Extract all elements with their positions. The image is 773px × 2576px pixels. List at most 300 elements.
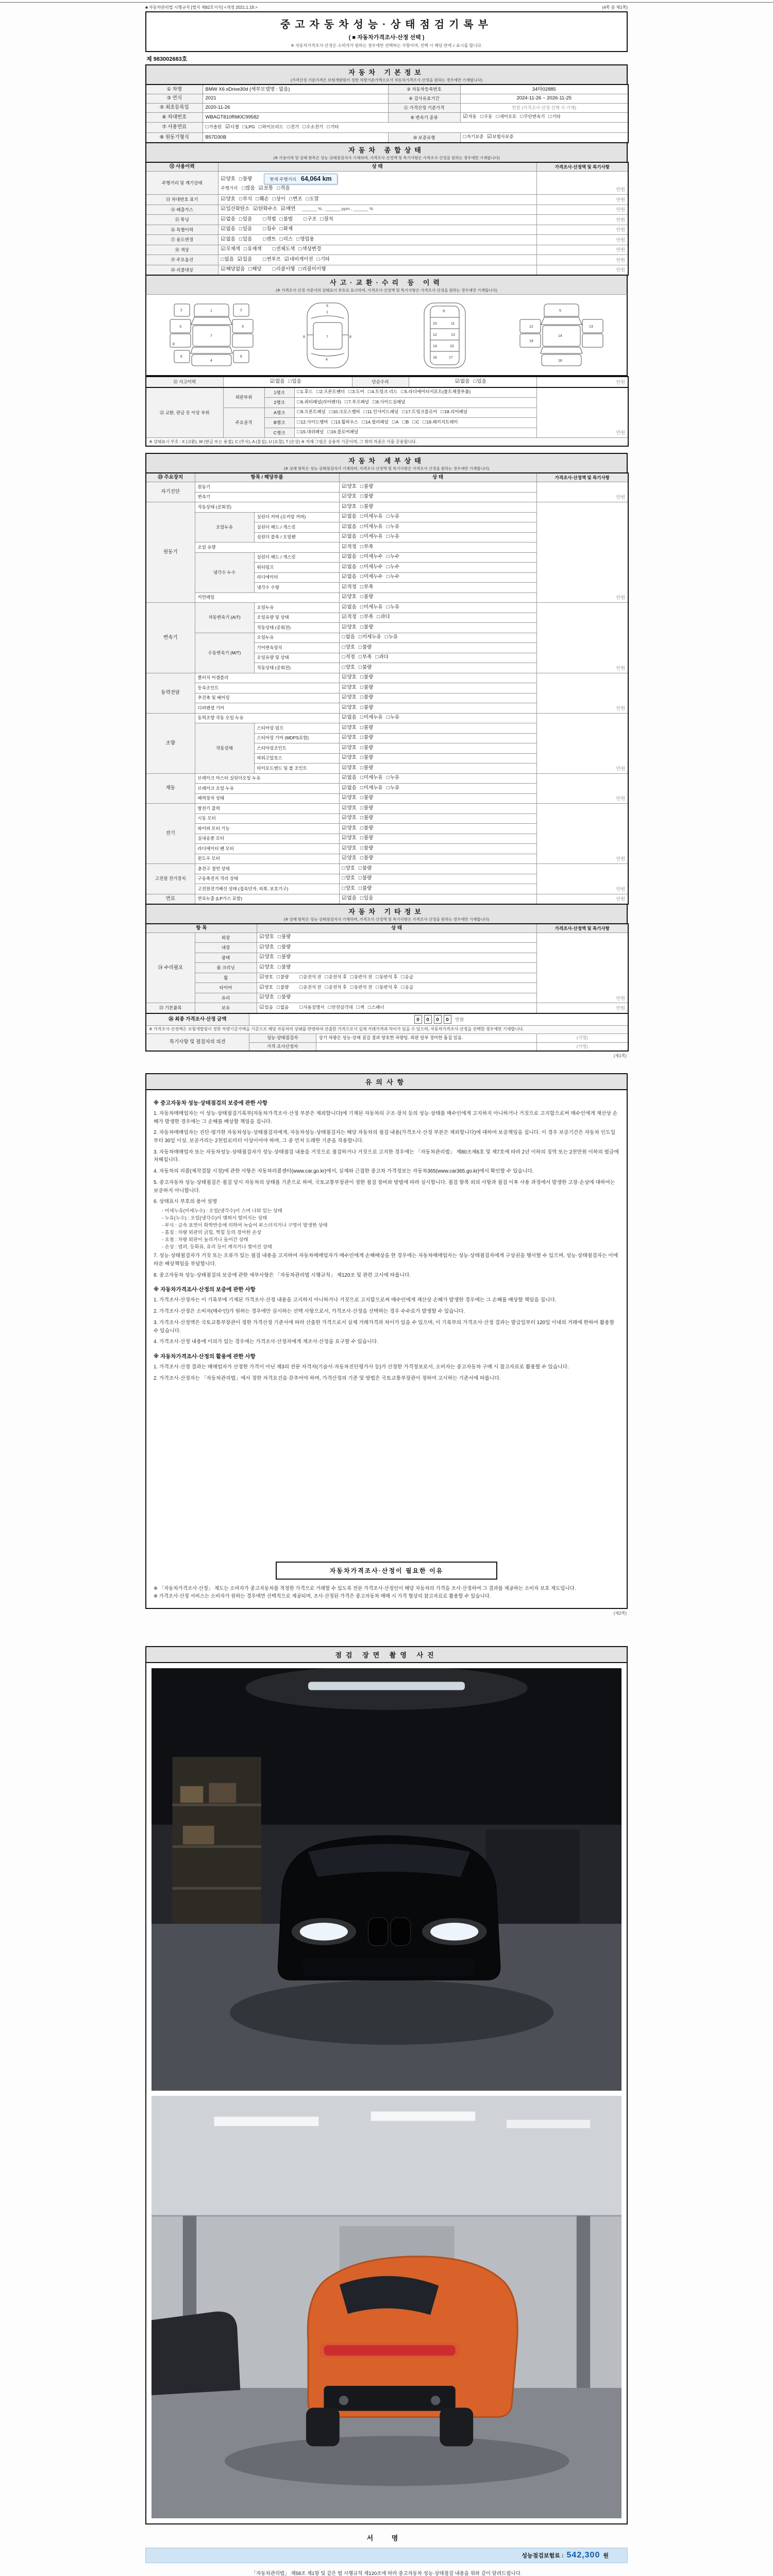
checkbox-unchecked-icon[interactable]: □ <box>360 564 363 570</box>
checkbox-option[interactable] <box>402 409 437 416</box>
checkbox-unchecked-icon[interactable]: □ <box>376 974 379 980</box>
checkbox-unchecked-icon[interactable]: □ <box>316 389 320 395</box>
checkbox-option[interactable] <box>455 379 469 385</box>
checkbox-option[interactable] <box>325 974 347 981</box>
checkbox-unchecked-icon[interactable]: □ <box>272 196 276 202</box>
checkbox-option[interactable] <box>386 785 399 792</box>
checkbox-option[interactable] <box>342 805 357 812</box>
checkbox-option[interactable] <box>299 1005 324 1011</box>
checkbox-option[interactable] <box>360 895 373 902</box>
checkbox-option[interactable] <box>360 785 383 792</box>
checkbox-unchecked-icon[interactable]: □ <box>402 419 406 425</box>
checkbox-checked-icon[interactable]: ☑ <box>221 266 226 273</box>
checkbox-checked-icon[interactable]: ☑ <box>342 584 347 590</box>
checkbox-option[interactable] <box>360 674 373 681</box>
checkbox-unchecked-icon[interactable]: □ <box>277 954 281 960</box>
checkbox-unchecked-icon[interactable]: □ <box>360 574 363 580</box>
checkbox-unchecked-icon[interactable]: □ <box>327 124 330 130</box>
checkbox-checked-icon[interactable]: ☑ <box>221 196 226 202</box>
checkbox-checked-icon[interactable]: ☑ <box>342 594 347 600</box>
checkbox-unchecked-icon[interactable]: □ <box>242 185 245 192</box>
checkbox-option[interactable] <box>496 114 516 121</box>
checkbox-option[interactable] <box>328 1005 353 1011</box>
checkbox-option[interactable] <box>392 419 399 426</box>
checkbox-unchecked-icon[interactable]: □ <box>297 419 300 425</box>
checkbox-option[interactable] <box>342 534 357 540</box>
checkbox-option[interactable] <box>260 985 273 991</box>
checkbox-unchecked-icon[interactable]: □ <box>360 604 363 610</box>
checkbox-option[interactable] <box>359 886 372 892</box>
checkbox-option[interactable] <box>386 715 399 721</box>
checkbox-option[interactable] <box>221 236 236 243</box>
checkbox-option[interactable] <box>412 419 419 426</box>
checkbox-option[interactable] <box>342 825 357 832</box>
checkbox-option[interactable] <box>342 584 357 591</box>
checkbox-option[interactable] <box>327 429 358 436</box>
checkbox-option[interactable] <box>520 114 545 121</box>
checkbox-checked-icon[interactable]: ☑ <box>342 503 347 510</box>
checkbox-option[interactable] <box>342 725 357 732</box>
checkbox-unchecked-icon[interactable]: □ <box>496 114 499 120</box>
checkbox-unchecked-icon[interactable]: □ <box>303 124 306 130</box>
checkbox-unchecked-icon[interactable]: □ <box>401 389 405 395</box>
checkbox-option[interactable] <box>401 985 413 991</box>
checkbox-unchecked-icon[interactable]: □ <box>276 984 280 990</box>
checkbox-unchecked-icon[interactable]: □ <box>392 419 395 425</box>
checkbox-unchecked-icon[interactable]: □ <box>298 266 302 273</box>
checkbox-unchecked-icon[interactable]: □ <box>299 974 303 980</box>
checkbox-option[interactable] <box>345 399 369 406</box>
checkbox-option[interactable] <box>360 795 373 802</box>
checkbox-option[interactable] <box>331 419 358 426</box>
checkbox-unchecked-icon[interactable]: □ <box>277 185 280 192</box>
checkbox-unchecked-icon[interactable]: □ <box>360 735 363 740</box>
checkbox-option[interactable] <box>281 206 295 213</box>
checkbox-option[interactable] <box>360 845 373 852</box>
checkbox-option[interactable] <box>327 124 339 131</box>
checkbox-option[interactable] <box>342 735 357 741</box>
checkbox-option[interactable] <box>260 974 273 981</box>
checkbox-option[interactable] <box>357 1005 364 1011</box>
checkbox-unchecked-icon[interactable]: □ <box>384 634 388 640</box>
checkbox-unchecked-icon[interactable]: □ <box>279 236 283 242</box>
checkbox-option[interactable] <box>297 429 324 436</box>
checkbox-option[interactable] <box>298 266 326 273</box>
checkbox-option[interactable] <box>263 236 276 243</box>
checkbox-unchecked-icon[interactable]: □ <box>360 594 363 600</box>
checkbox-option[interactable] <box>362 419 389 426</box>
checkbox-option[interactable] <box>360 735 373 741</box>
checkbox-option[interactable] <box>342 845 357 852</box>
checkbox-option[interactable] <box>377 614 390 621</box>
checkbox-unchecked-icon[interactable]: □ <box>239 216 242 222</box>
checkbox-unchecked-icon[interactable]: □ <box>360 775 363 781</box>
checkbox-option[interactable] <box>487 134 513 141</box>
checkbox-unchecked-icon[interactable]: □ <box>386 564 390 570</box>
checkbox-checked-icon[interactable]: ☑ <box>342 534 347 539</box>
checkbox-option[interactable] <box>360 815 373 822</box>
checkbox-option[interactable] <box>221 226 236 233</box>
checkbox-option[interactable] <box>359 866 372 872</box>
checkbox-unchecked-icon[interactable]: □ <box>367 389 371 395</box>
checkbox-unchecked-icon[interactable]: □ <box>386 523 390 530</box>
checkbox-unchecked-icon[interactable]: □ <box>239 176 242 182</box>
checkbox-option[interactable] <box>350 985 372 991</box>
checkbox-unchecked-icon[interactable]: □ <box>263 236 266 242</box>
checkbox-option[interactable] <box>342 624 357 631</box>
checkbox-option[interactable] <box>360 534 383 540</box>
checkbox-unchecked-icon[interactable]: □ <box>423 419 426 425</box>
checkbox-option[interactable] <box>221 216 236 223</box>
checkbox-checked-icon[interactable]: ☑ <box>342 614 347 620</box>
checkbox-option[interactable] <box>280 216 293 223</box>
checkbox-unchecked-icon[interactable]: □ <box>360 694 363 700</box>
checkbox-option[interactable] <box>298 246 321 253</box>
checkbox-option[interactable] <box>386 574 399 581</box>
checkbox-unchecked-icon[interactable]: □ <box>358 664 362 670</box>
checkbox-checked-icon[interactable]: ☑ <box>342 715 347 720</box>
checkbox-option[interactable] <box>306 196 318 203</box>
checkbox-unchecked-icon[interactable]: □ <box>277 944 281 950</box>
checkbox-unchecked-icon[interactable]: □ <box>401 984 405 990</box>
checkbox-option[interactable] <box>304 216 316 223</box>
checkbox-option[interactable] <box>342 745 357 752</box>
checkbox-option[interactable] <box>386 564 399 571</box>
checkbox-option[interactable] <box>360 745 373 752</box>
checkbox-option[interactable] <box>423 419 458 426</box>
checkbox-unchecked-icon[interactable]: □ <box>358 644 362 650</box>
checkbox-unchecked-icon[interactable]: □ <box>348 389 352 395</box>
checkbox-option[interactable] <box>342 855 357 862</box>
checkbox-checked-icon[interactable]: ☑ <box>237 256 242 262</box>
checkbox-unchecked-icon[interactable]: □ <box>360 494 363 499</box>
checkbox-unchecked-icon[interactable]: □ <box>360 825 363 831</box>
checkbox-option[interactable] <box>342 645 355 651</box>
checkbox-option[interactable] <box>278 994 291 1001</box>
checkbox-checked-icon[interactable]: ☑ <box>342 544 347 550</box>
checkbox-option[interactable] <box>239 236 252 243</box>
checkbox-option[interactable] <box>342 705 357 711</box>
checkbox-checked-icon[interactable]: ☑ <box>342 624 347 630</box>
checkbox-option[interactable] <box>242 185 255 192</box>
checkbox-unchecked-icon[interactable]: □ <box>287 124 290 130</box>
checkbox-option[interactable] <box>359 875 372 882</box>
checkbox-option[interactable] <box>342 895 357 902</box>
checkbox-unchecked-icon[interactable]: □ <box>272 266 276 273</box>
checkbox-option[interactable] <box>342 574 357 581</box>
checkbox-unchecked-icon[interactable]: □ <box>402 409 406 415</box>
checkbox-unchecked-icon[interactable]: □ <box>548 114 552 120</box>
checkbox-checked-icon[interactable]: ☑ <box>342 724 347 731</box>
checkbox-unchecked-icon[interactable]: □ <box>279 226 283 232</box>
checkbox-option[interactable] <box>342 494 357 500</box>
checkbox-checked-icon[interactable]: ☑ <box>487 134 492 140</box>
checkbox-option[interactable] <box>296 236 314 243</box>
checkbox-checked-icon[interactable]: ☑ <box>270 378 275 384</box>
checkbox-checked-icon[interactable]: ☑ <box>284 256 289 262</box>
checkbox-option[interactable] <box>360 705 373 711</box>
checkbox-option[interactable] <box>360 624 373 631</box>
checkbox-unchecked-icon[interactable]: □ <box>299 984 303 990</box>
checkbox-unchecked-icon[interactable]: □ <box>304 216 307 222</box>
checkbox-option[interactable] <box>297 419 328 426</box>
checkbox-unchecked-icon[interactable]: □ <box>386 715 390 720</box>
checkbox-unchecked-icon[interactable]: □ <box>350 984 354 990</box>
checkbox-checked-icon[interactable]: ☑ <box>221 176 226 182</box>
checkbox-unchecked-icon[interactable]: □ <box>316 256 320 262</box>
checkbox-option[interactable] <box>473 379 486 385</box>
checkbox-unchecked-icon[interactable]: □ <box>360 835 363 841</box>
checkbox-option[interactable] <box>342 685 357 691</box>
checkbox-checked-icon[interactable]: ☑ <box>221 226 226 232</box>
checkbox-option[interactable] <box>278 944 291 951</box>
checkbox-unchecked-icon[interactable]: □ <box>360 724 363 731</box>
checkbox-unchecked-icon[interactable]: □ <box>297 429 300 435</box>
checkbox-checked-icon[interactable]: ☑ <box>259 994 264 1001</box>
checkbox-option[interactable] <box>360 755 373 761</box>
checkbox-unchecked-icon[interactable]: □ <box>360 765 363 771</box>
checkbox-unchecked-icon[interactable]: □ <box>360 855 363 861</box>
checkbox-option[interactable] <box>244 246 262 253</box>
checkbox-option[interactable] <box>360 725 373 732</box>
checkbox-checked-icon[interactable]: ☑ <box>221 216 226 222</box>
checkbox-unchecked-icon[interactable]: □ <box>299 1004 303 1010</box>
checkbox-option[interactable] <box>342 484 357 490</box>
checkbox-unchecked-icon[interactable]: □ <box>360 514 363 519</box>
checkbox-option[interactable] <box>386 554 399 561</box>
checkbox-option[interactable] <box>360 504 373 511</box>
checkbox-option[interactable] <box>342 866 355 872</box>
checkbox-checked-icon[interactable]: ☑ <box>342 744 347 751</box>
checkbox-unchecked-icon[interactable]: □ <box>360 684 363 690</box>
checkbox-unchecked-icon[interactable]: □ <box>362 419 365 425</box>
checkbox-unchecked-icon[interactable]: □ <box>350 974 354 980</box>
checkbox-checked-icon[interactable]: ☑ <box>221 206 226 212</box>
checkbox-unchecked-icon[interactable]: □ <box>360 715 363 720</box>
checkbox-checked-icon[interactable]: ☑ <box>342 795 347 801</box>
checkbox-unchecked-icon[interactable]: □ <box>441 409 444 415</box>
checkbox-option[interactable] <box>239 176 252 183</box>
checkbox-option[interactable] <box>360 825 373 832</box>
checkbox-option[interactable] <box>373 399 405 406</box>
checkbox-option[interactable] <box>259 124 283 131</box>
checkbox-checked-icon[interactable]: ☑ <box>342 523 347 530</box>
checkbox-option[interactable] <box>401 389 470 396</box>
checkbox-unchecked-icon[interactable]: □ <box>276 1004 280 1010</box>
checkbox-unchecked-icon[interactable]: □ <box>277 934 281 940</box>
checkbox-unchecked-icon[interactable]: □ <box>358 865 362 871</box>
checkbox-option[interactable] <box>342 815 357 822</box>
checkbox-checked-icon[interactable]: ☑ <box>342 775 347 781</box>
checkbox-option[interactable] <box>329 409 360 416</box>
checkbox-option[interactable] <box>243 124 255 131</box>
checkbox-option[interactable] <box>360 694 373 701</box>
checkbox-checked-icon[interactable]: ☑ <box>463 114 468 120</box>
checkbox-unchecked-icon[interactable]: □ <box>386 604 390 610</box>
checkbox-option[interactable] <box>342 524 357 531</box>
checkbox-option[interactable] <box>221 206 250 213</box>
checkbox-option[interactable] <box>360 805 373 812</box>
checkbox-checked-icon[interactable]: ☑ <box>342 554 347 560</box>
checkbox-option[interactable] <box>342 544 357 551</box>
checkbox-option[interactable] <box>248 266 261 273</box>
checkbox-option[interactable] <box>284 257 313 263</box>
checkbox-option[interactable] <box>342 654 355 661</box>
checkbox-option[interactable] <box>401 974 413 981</box>
checkbox-unchecked-icon[interactable]: □ <box>288 378 292 384</box>
checkbox-unchecked-icon[interactable]: □ <box>358 885 362 891</box>
checkbox-checked-icon[interactable]: ☑ <box>342 835 347 841</box>
checkbox-option[interactable] <box>280 226 293 233</box>
checkbox-checked-icon[interactable]: ☑ <box>342 694 347 700</box>
checkbox-checked-icon[interactable]: ☑ <box>342 674 347 680</box>
checkbox-option[interactable] <box>278 964 291 971</box>
checkbox-option[interactable] <box>303 124 323 131</box>
checkbox-checked-icon[interactable]: ☑ <box>342 514 347 519</box>
checkbox-option[interactable] <box>270 379 284 385</box>
checkbox-option[interactable] <box>221 246 241 253</box>
checkbox-option[interactable] <box>386 775 399 782</box>
checkbox-option[interactable] <box>342 665 355 671</box>
checkbox-checked-icon[interactable]: ☑ <box>342 805 347 811</box>
checkbox-unchecked-icon[interactable]: □ <box>360 674 363 680</box>
checkbox-option[interactable] <box>480 114 492 121</box>
checkbox-checked-icon[interactable]: ☑ <box>342 574 347 580</box>
checkbox-option[interactable] <box>221 257 234 263</box>
checkbox-checked-icon[interactable]: ☑ <box>342 604 347 610</box>
checkbox-unchecked-icon[interactable]: □ <box>480 114 483 120</box>
checkbox-option[interactable] <box>360 564 383 571</box>
checkbox-unchecked-icon[interactable]: □ <box>360 483 363 489</box>
checkbox-option[interactable] <box>342 594 357 601</box>
checkbox-checked-icon[interactable]: ☑ <box>342 845 347 851</box>
checkbox-option[interactable] <box>225 124 239 131</box>
checkbox-option[interactable] <box>359 645 372 651</box>
checkbox-option[interactable] <box>359 634 381 641</box>
checkbox-unchecked-icon[interactable]: □ <box>325 984 328 990</box>
checkbox-checked-icon[interactable]: ☑ <box>259 944 264 950</box>
checkbox-unchecked-icon[interactable]: □ <box>360 895 363 901</box>
checkbox-option[interactable] <box>360 584 373 591</box>
checkbox-unchecked-icon[interactable]: □ <box>277 964 281 970</box>
checkbox-option[interactable] <box>278 934 291 941</box>
checkbox-option[interactable] <box>386 524 399 531</box>
checkbox-option[interactable] <box>273 246 295 253</box>
checkbox-option[interactable] <box>260 954 274 961</box>
checkbox-unchecked-icon[interactable]: □ <box>360 584 363 590</box>
checkbox-checked-icon[interactable]: ☑ <box>342 494 347 499</box>
checkbox-option[interactable] <box>259 185 273 192</box>
checkbox-unchecked-icon[interactable]: □ <box>244 246 247 252</box>
checkbox-option[interactable] <box>386 604 399 611</box>
checkbox-unchecked-icon[interactable]: □ <box>360 845 363 851</box>
checkbox-option[interactable] <box>360 524 383 531</box>
checkbox-unchecked-icon[interactable]: □ <box>360 534 363 539</box>
checkbox-unchecked-icon[interactable]: □ <box>306 196 309 202</box>
checkbox-option[interactable] <box>221 266 245 273</box>
checkbox-option[interactable] <box>441 409 467 416</box>
checkbox-unchecked-icon[interactable]: □ <box>328 1004 331 1010</box>
checkbox-option[interactable] <box>297 389 313 396</box>
checkbox-unchecked-icon[interactable]: □ <box>279 216 283 222</box>
checkbox-unchecked-icon[interactable]: □ <box>239 196 242 202</box>
checkbox-checked-icon[interactable]: ☑ <box>455 378 460 384</box>
checkbox-option[interactable] <box>273 196 285 203</box>
checkbox-unchecked-icon[interactable]: □ <box>297 399 300 405</box>
checkbox-option[interactable] <box>260 934 274 941</box>
checkbox-option[interactable] <box>360 855 373 862</box>
checkbox-unchecked-icon[interactable]: □ <box>386 534 390 539</box>
checkbox-unchecked-icon[interactable]: □ <box>360 755 363 760</box>
checkbox-unchecked-icon[interactable]: □ <box>360 503 363 510</box>
checkbox-option[interactable] <box>299 974 321 981</box>
checkbox-option[interactable] <box>360 775 383 782</box>
checkbox-checked-icon[interactable]: ☑ <box>342 704 347 710</box>
checkbox-unchecked-icon[interactable]: □ <box>297 389 300 395</box>
checkbox-option[interactable] <box>263 216 276 223</box>
checkbox-option[interactable] <box>342 694 357 701</box>
checkbox-unchecked-icon[interactable]: □ <box>239 236 242 242</box>
checkbox-option[interactable] <box>256 196 268 203</box>
checkbox-unchecked-icon[interactable]: □ <box>372 399 376 405</box>
checkbox-unchecked-icon[interactable]: □ <box>325 974 328 980</box>
checkbox-option[interactable] <box>375 654 388 661</box>
checkbox-option[interactable] <box>342 564 357 571</box>
checkbox-unchecked-icon[interactable]: □ <box>342 664 345 670</box>
checkbox-option[interactable] <box>221 196 236 203</box>
checkbox-option[interactable] <box>287 124 299 131</box>
checkbox-option[interactable] <box>260 964 274 971</box>
checkbox-option[interactable] <box>342 765 357 772</box>
checkbox-unchecked-icon[interactable]: □ <box>263 226 266 232</box>
checkbox-option[interactable] <box>360 685 373 691</box>
checkbox-option[interactable] <box>342 514 357 520</box>
checkbox-option[interactable] <box>317 257 330 263</box>
checkbox-unchecked-icon[interactable]: □ <box>473 378 477 384</box>
checkbox-option[interactable] <box>360 614 373 621</box>
checkbox-checked-icon[interactable]: ☑ <box>342 564 347 570</box>
checkbox-option[interactable] <box>386 534 399 540</box>
checkbox-checked-icon[interactable]: ☑ <box>259 974 264 980</box>
checkbox-option[interactable] <box>342 554 357 561</box>
checkbox-checked-icon[interactable]: ☑ <box>259 984 264 990</box>
checkbox-option[interactable] <box>348 389 364 396</box>
checkbox-unchecked-icon[interactable]: □ <box>386 775 390 781</box>
checkbox-unchecked-icon[interactable]: □ <box>258 124 262 130</box>
checkbox-unchecked-icon[interactable]: □ <box>363 409 367 415</box>
checkbox-unchecked-icon[interactable]: □ <box>376 984 379 990</box>
checkbox-unchecked-icon[interactable]: □ <box>289 196 293 202</box>
checkbox-unchecked-icon[interactable]: □ <box>360 785 363 791</box>
checkbox-option[interactable] <box>239 196 252 203</box>
checkbox-option[interactable] <box>376 985 397 991</box>
checkbox-unchecked-icon[interactable]: □ <box>412 419 416 425</box>
checkbox-option[interactable] <box>342 715 357 721</box>
checkbox-unchecked-icon[interactable]: □ <box>360 805 363 811</box>
checkbox-checked-icon[interactable]: ☑ <box>259 964 264 970</box>
checkbox-option[interactable] <box>342 634 355 641</box>
checkbox-unchecked-icon[interactable]: □ <box>367 1004 371 1010</box>
checkbox-option[interactable] <box>263 226 276 233</box>
checkbox-unchecked-icon[interactable]: □ <box>329 409 332 415</box>
checkbox-checked-icon[interactable]: ☑ <box>342 785 347 791</box>
checkbox-unchecked-icon[interactable]: □ <box>386 785 390 791</box>
checkbox-option[interactable] <box>360 594 373 601</box>
checkbox-checked-icon[interactable]: ☑ <box>342 855 347 861</box>
checkbox-unchecked-icon[interactable]: □ <box>520 114 524 120</box>
checkbox-checked-icon[interactable]: ☑ <box>221 246 226 252</box>
checkbox-option[interactable] <box>360 544 373 551</box>
